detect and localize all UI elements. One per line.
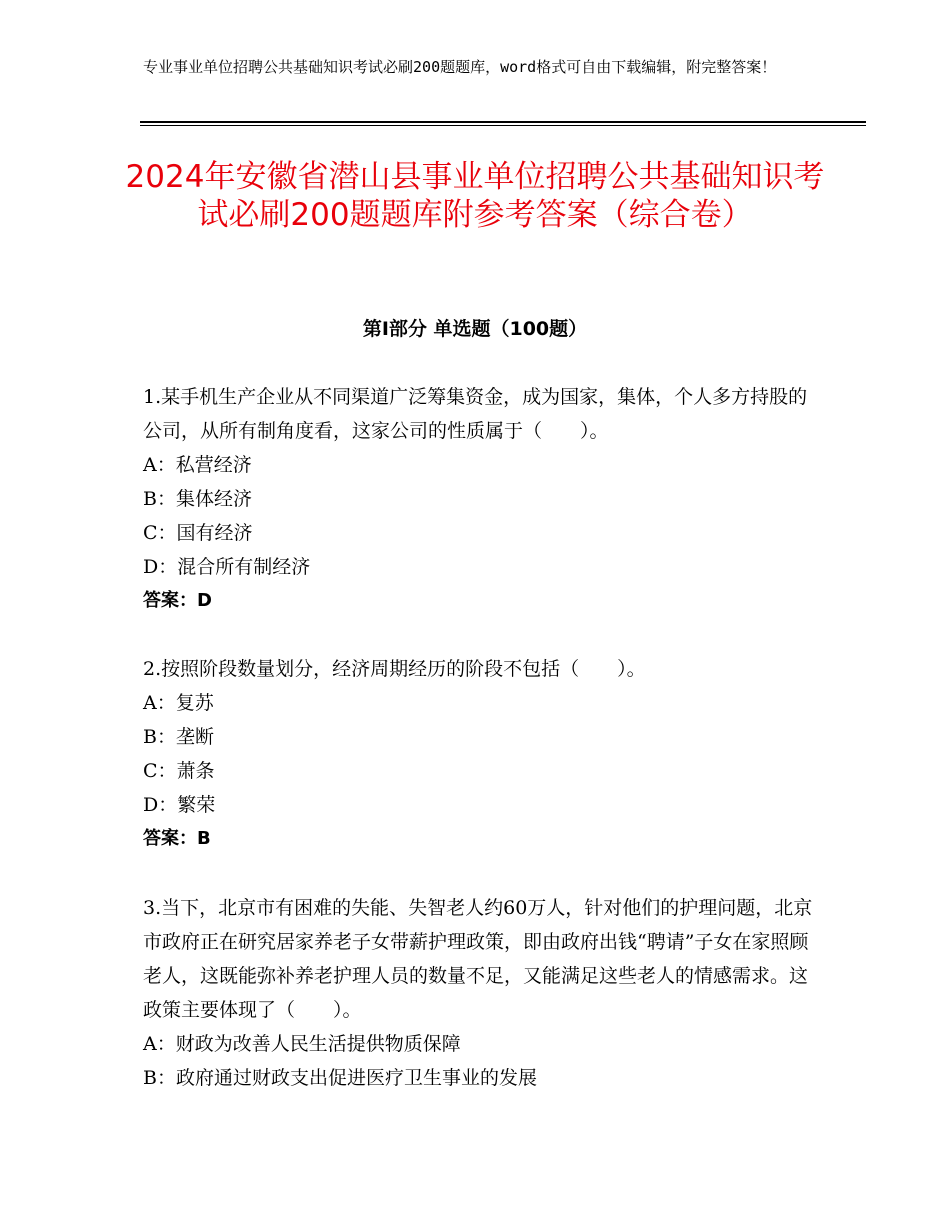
answer: 答案：B (143, 828, 211, 849)
header-rule-thin (140, 125, 866, 126)
option-a: A：私营经济 (143, 454, 252, 476)
page-header-text: 专业事业单位招聘公共基础知识考试必刷200题题库，word格式可自由下载编辑，附完整答案！ (143, 58, 777, 76)
option-c: C：国有经济 (143, 522, 253, 544)
question-1 (143, 380, 813, 618)
answer: 答案：D (143, 590, 212, 611)
question-text: 2.按照阶段数量划分，经济周期经历的阶段不包括（ ）。 (143, 658, 646, 680)
header-rule-thick (140, 121, 866, 123)
option-c: C：萧条 (143, 760, 215, 782)
section-title: 第Ⅰ部分 单选题（100题） (362, 318, 588, 340)
document-title: 2024年安徽省潜山县事业单位招聘公共基础知识考试必刷200题题库附参考答案（综合卷） (125, 159, 825, 233)
question-text: 3.当下，北京市有困难的失能、失智老人约60万人，针对他们的护理问题，北京市政府正在研究居家养老子女带薪护理政策，即由政府出钱“聘请”子女在家照顾老人，这既能弥补养老护理人员的数量不足，又能满足这些老人的情感需求。这政策主要体现了（ ）。 (143, 897, 813, 1021)
question-3 (143, 891, 813, 1095)
option-d: D：混合所有制经济 (143, 556, 311, 578)
option-a: A：财政为改善人民生活提供物质保障 (143, 1033, 461, 1055)
option-b: B：集体经济 (143, 488, 252, 510)
option-b: B：政府通过财政支出促进医疗卫生事业的发展 (143, 1067, 537, 1089)
option-d: D：繁荣 (143, 794, 216, 816)
option-b: B：垄断 (143, 726, 214, 748)
option-a: A：复苏 (143, 692, 214, 714)
question-2 (143, 652, 813, 856)
question-text: 1.某手机生产企业从不同渠道广泛筹集资金，成为国家，集体，个人多方持股的公司，从所有制角度看，这家公司的性质属于（ ）。 (143, 386, 808, 442)
